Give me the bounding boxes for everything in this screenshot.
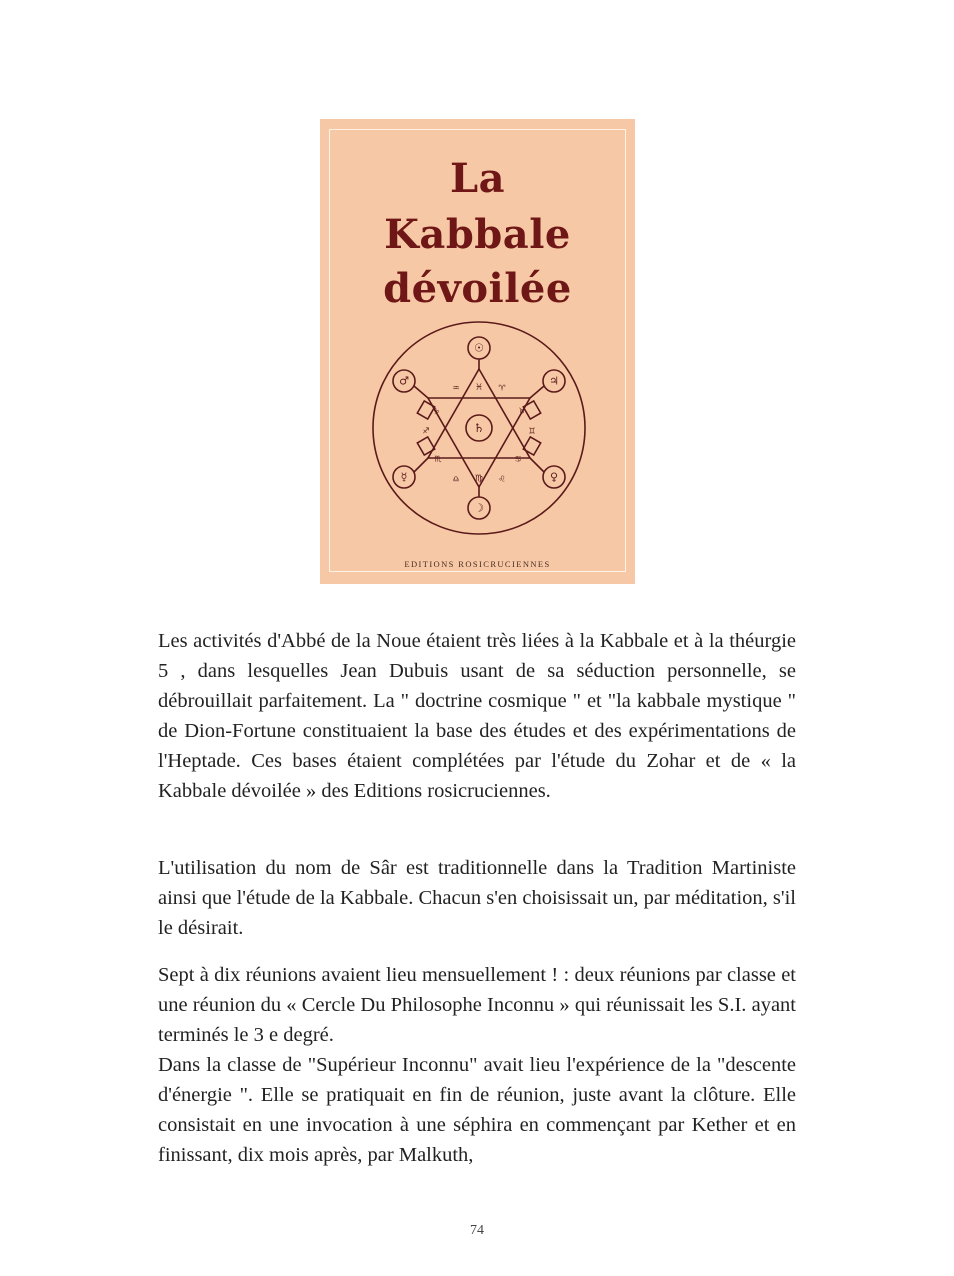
cover-title-line-1: La: [449, 155, 506, 202]
moon-icon: ☽: [474, 501, 484, 515]
paragraph-1: Les activités d'Abbé de la Noue étaient très liées à la Kabbale et à la théurgie 5 , dans lesquelles Jean Dubuis usant de sa séduction personnelle, se débrouillait parfaitement. La " doctrine cosmique " et "la kabbale mystique " de Dion-Fortune constituaient la base des études et des expérimentations de l'Heptade. Ces bases étaient complétées par l'étude du Zohar et de « la Kabbale dévoilée » des Editions rosicruciennes.: [158, 630, 796, 802]
pisces-icon: ♓: [474, 383, 484, 393]
mercury-icon: ☿: [400, 470, 408, 484]
paragraph-2-block: [158, 853, 796, 943]
cover-title-line-3: dévoilée: [383, 265, 572, 312]
sun-icon: ☉: [474, 341, 484, 355]
aquarius-icon: ♒: [452, 383, 460, 393]
page-number: 74: [470, 1223, 484, 1238]
mars-icon: ♂: [399, 374, 409, 388]
paragraph-3: Sept à dix réunions avaient lieu mensuellement ! : deux réunions par classe et une réunion du « Cercle Du Philosophe Inconnu » qui réunissait les S.I. ayant terminés le 3 e degré.: [158, 964, 796, 1046]
jupiter-icon: ♃: [549, 374, 559, 388]
gemini-icon: ♊: [528, 426, 536, 436]
paragraph-2: L'utilisation du nom de Sâr est traditionnelle dans la Tradition Martiniste ainsi que l'étude de la Kabbale. Chacun s'en choisissait un, par méditation, s'il le désirait.: [158, 857, 796, 939]
saturn-icon: ♄: [473, 421, 485, 435]
leo-icon: ♌: [498, 474, 506, 484]
aries-icon: ♈: [498, 383, 506, 393]
venus-icon: ♀: [549, 470, 559, 484]
kabbalistic-emblem: [370, 319, 588, 537]
cancer-icon: ♋: [514, 454, 522, 464]
paragraph-3-block: [158, 960, 796, 1170]
cover-title-line-2: Kabbale: [384, 211, 571, 258]
paragraph-1-block: [158, 626, 796, 806]
virgo-icon: ♍: [474, 474, 484, 484]
sagittarius-icon: ♐: [422, 426, 430, 436]
cover-publisher: EDITIONS ROSICRUCIENNES: [404, 559, 551, 569]
capricorn-icon: ♑: [432, 406, 440, 416]
libra-icon: ♎: [452, 474, 460, 484]
scorpio-icon: ♏: [434, 454, 442, 464]
taurus-icon: ♉: [518, 406, 526, 416]
paragraph-4: Dans la classe de "Supérieur Inconnu" avait lieu l'expérience de la "descente d'énergie ". Elle se pratiquait en fin de réunion, juste avant la clôture. Elle consistait en une invocation à une séphira en commençant par Kether et en finissant, dix mois après, par Malkuth,: [158, 1054, 796, 1166]
book-cover-image: [320, 119, 635, 584]
